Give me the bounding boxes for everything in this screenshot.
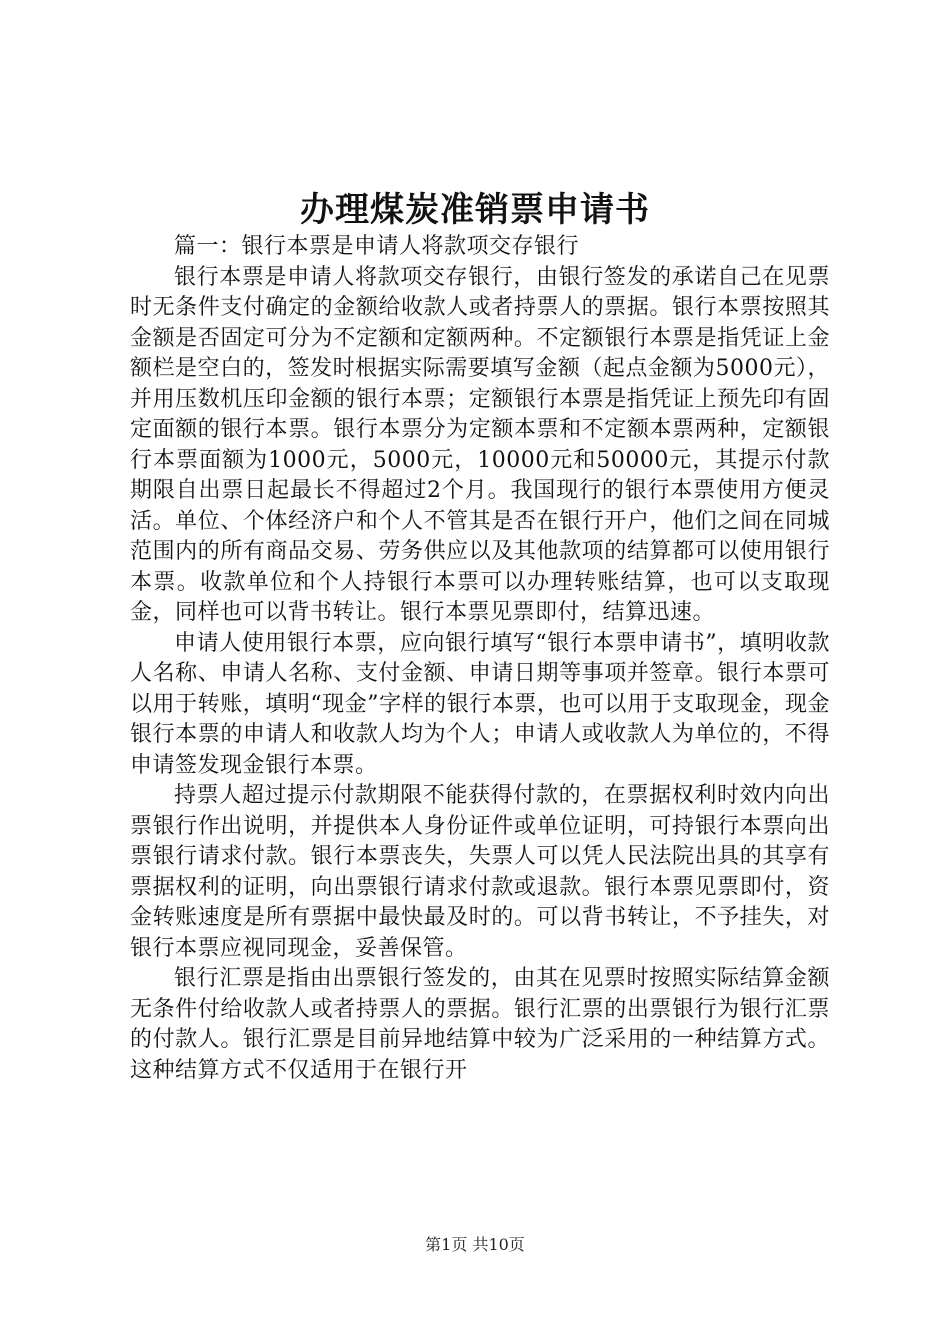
paragraph-2: 申请人使用银行本票，应向银行填写“银行本票申请书”，填明收款人名称、申请人名称、支付金额、申请日期等事项并签章。银行本票可以用于转账，填明“现金”字样的银行本票，也可以用于支取现金，现金银行本票的申请人和收款人均为个人；申请人或收款人为单位的，不得申请签发现金银行本票。 (130, 630, 830, 778)
paragraph-3: 持票人超过提示付款期限不能获得付款的，在票据权利时效内向出票银行作出说明，并提供本人身份证件或单位证明，可持银行本票向出票银行请求付款。银行本票丧失，失票人可以凭人民法院出具的其享有票据权利的证明，向出票银行请求付款或退款。银行本票见票即付，资金转账速度是所有票据中最快最及时的。可以背书转让，不予挂失，对银行本票应视同现金，妥善保管。 (130, 783, 830, 961)
paragraph-1: 银行本票是申请人将款项交存银行，由银行签发的承诺自己在见票时无条件支付确定的金额给收款人或者持票人的票据。银行本票按照其金额是否固定可分为不定额和定额两种。不定额银行本票是指凭证上金额栏是空白的，签发时根据实际需要填写金额（起点金额为5000元），并用压数机压印金额的银行本票；定额银行本票是指凭证上预先印有固定面额的银行本票。银行本票分为定额本票和不定额本票两种，定额银行本票面额为1000元，5000元，10000元和50000元，其提示付款期限自出票日起最长不得超过2个月。我国现行的银行本票使用方便灵活。单位、个体经济户和个人不管其是否在银行开户，他们之间在同城范围内的所有商品交易、劳务供应以及其他款项的结算都可以使用银行本票。收款单位和个人持银行本票可以办理转账结算，也可以支取现金，同样也可以背书转让。银行本票见票即付，结算迅速。 (130, 264, 830, 625)
page-number-footer: 第1页 共10页 (425, 1235, 525, 1254)
paragraph-4: 银行汇票是指由出票银行签发的，由其在见票时按照实际结算金额无条件付给收款人或者持票人的票据。银行汇票的出票银行为银行汇票的付款人。银行汇票是目前异地结算中较为广泛采用的一种结算方式。这种结算方式不仅适用于在银行开 (130, 966, 830, 1083)
section-heading: 篇一：银行本票是申请人将款项交存银行 (174, 234, 580, 259)
document-body (130, 232, 830, 1086)
document-title: 办理煤炭准销票申请书 (300, 190, 650, 230)
